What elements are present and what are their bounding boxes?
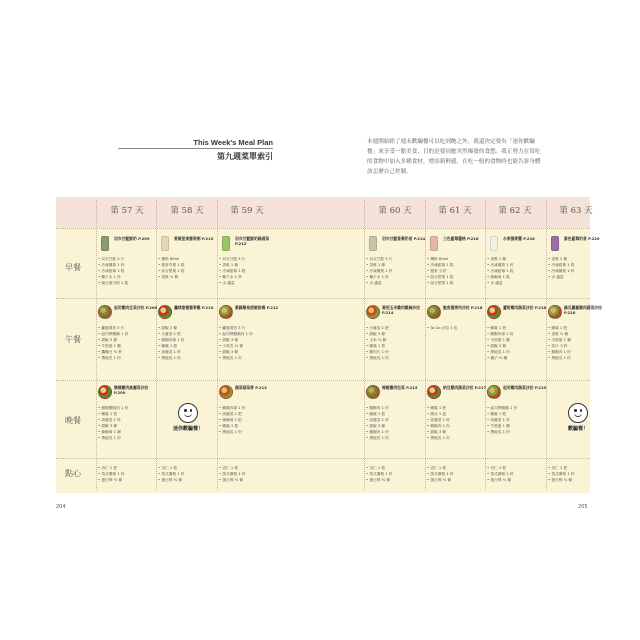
dish-photo — [219, 305, 233, 319]
ingredient-item: • 牛熟蛋 1 顆 — [98, 344, 121, 348]
ingredient-item: • 杏仁 1 把 — [548, 466, 568, 470]
dish-header — [427, 236, 487, 254]
ingredient-item: • 杏仁 1 把 — [98, 466, 118, 470]
ingredient-item: • 香蕉 ⅓ 條 — [158, 275, 179, 279]
meal-label: 點心 — [65, 469, 81, 478]
meal-label: 早餐 — [65, 263, 81, 272]
dish-title: 香蕉堅果藜麥粥 P.210 — [174, 236, 214, 241]
dish-header — [427, 385, 487, 403]
ingredient-item: • 杏仁 1 把 — [219, 466, 239, 470]
cheat-meal-label: 歡騙餐！ — [567, 426, 588, 432]
ingredient-item: • 雞胸肉 1 份 — [366, 430, 389, 434]
intro-paragraph: 本週開始除了週末歡騙餐可以吃到飽之外，我還決定要有「迷你歡騙餐」來享受一點美食，目的是要因應突然爆發的食慾。我正努力在常吃的食物中加入多種食材，增添新鮮感，在吃一般的食物時也能告訴身體該怎麼自己控制。 — [367, 139, 541, 175]
meal-cell — [158, 236, 218, 280]
dish-photo — [427, 385, 441, 399]
dish-photo — [487, 305, 501, 319]
title-rule — [118, 148, 273, 149]
ingredient-list — [219, 405, 279, 435]
smiley-face-icon — [568, 403, 588, 423]
dish-title: 綠瓜蘿蔓雞肉蔬菜沙拉 P.220 — [564, 305, 602, 315]
cheat-meal-smiley — [158, 403, 218, 432]
dish-title: 辣椒雞肉包菜 P.215 — [382, 385, 418, 390]
day-header: 第 63 天 — [559, 206, 593, 216]
ingredient-list — [487, 325, 547, 361]
ingredient-list — [487, 465, 547, 483]
ingredient-item: • 燉燒雞胸肉 1 份 — [98, 406, 129, 410]
ingredient-item: • 蒜片 少許 — [548, 344, 568, 348]
dish-header — [487, 305, 547, 323]
dish-photo — [427, 305, 441, 319]
ingredient-item: • 蒸式優格 1 杯 — [487, 472, 514, 476]
dish-title: 燉燒雞肉高麗菜沙拉 P.209 — [114, 385, 149, 395]
ingredient-item: • 綜合堅果 1 匙 — [158, 269, 185, 273]
ingredient-item: • 嫩葉 1 把 — [98, 412, 118, 416]
ingredient-item: • 甜椒 3 條 — [219, 338, 239, 342]
meal-cell — [98, 463, 158, 483]
ingredient-item: • 雞胸肉 1 份 — [427, 424, 450, 428]
ingredient-list — [98, 325, 158, 361]
dish-photo — [158, 305, 172, 319]
ingredient-item: • 冷凍藍莓 1 匙 — [487, 269, 514, 273]
dish-header — [548, 236, 608, 254]
ingredient-item: • 高麗菜 1 把 — [219, 412, 242, 416]
meal-cell — [366, 463, 426, 483]
meal-cell — [98, 385, 158, 441]
ingredient-list — [427, 405, 487, 441]
day-header: 第 59 天 — [230, 206, 264, 216]
ingredient-item: • 優格 80ml — [158, 257, 180, 261]
ingredient-item: • 蛋白棒 ⅓ 條 — [487, 478, 512, 482]
row-divider — [56, 380, 590, 381]
ingredient-item: • 嫩葉 1 把 — [487, 412, 507, 416]
ingredient-item: • 高麗菜 1 杯 — [158, 350, 181, 354]
dish-photo — [548, 305, 562, 319]
ingredient-item: • 玉米 ⅓ 條 — [366, 338, 387, 342]
meal-cell — [158, 305, 218, 361]
ingredient-item: • 小番茄 1 把 — [366, 326, 389, 330]
cheat-meal-label: 迷你歡騙餐！ — [172, 426, 203, 432]
ingredient-item: • 椰子水 1 杯 — [366, 275, 389, 279]
dish-title: 三色藍莓優格 P.216 — [443, 236, 479, 241]
dish-title: 起司雞肉豆菜沙拉 P.206 — [114, 305, 158, 310]
ingredient-item: • 高麗菜 1 杯 — [366, 418, 389, 422]
ingredient-list — [219, 325, 279, 361]
ingredient-item: • 水 適量 — [548, 275, 564, 279]
ingredient-item: • 藜麥 少許 — [427, 269, 447, 273]
meal-label: 午餐 — [65, 335, 81, 344]
ingredient-item: • 嫩葉 1 把 — [427, 406, 447, 410]
plan-title-en: This Week's Meal Plan — [193, 138, 273, 147]
dish-title: 羽衣甘藍香蕉奶昔 P.214 — [382, 236, 426, 241]
ingredient-item: • 黑地瓜 1 份 — [219, 356, 242, 360]
dish-photo — [98, 305, 112, 319]
ingredient-item: • 雞胸肉球 1 份 — [219, 406, 246, 410]
ingredient-item: • 冷凍藍莓 1 匙 — [98, 269, 125, 273]
dish-header — [219, 305, 279, 323]
ingredient-list — [427, 256, 487, 286]
ingredient-item: • 高麗菜 1 杯 — [427, 418, 450, 422]
meal-cell — [487, 463, 547, 483]
column-divider — [96, 200, 97, 490]
ingredient-item: • 蛋白棒 ⅓ 條 — [548, 478, 573, 482]
ingredient-item: • 蛋白棒 ⅓ 條 — [98, 478, 123, 482]
dish-title: 番茄玉米雞肉雞胸沙拉 P.214 — [382, 305, 420, 315]
ingredient-item: • 嫩葉 1 把 — [487, 326, 507, 330]
plan-title-zh: 第九週菜單索引 — [217, 152, 273, 161]
ingredient-item: • 藜麥早餐 1 匙 — [158, 263, 185, 267]
ingredient-item: • 甜椒 3 條 — [98, 338, 118, 342]
dish-header — [158, 305, 218, 323]
ingredient-list — [98, 465, 158, 483]
ingredient-item: • 納豆 1 盒 — [427, 412, 447, 416]
ingredient-item: • 綠葡萄 1 顆 — [98, 430, 121, 434]
ingredient-item: • 雞肉片 1 份 — [366, 350, 389, 354]
dish-title: 鮭魚藜麥肉沙拉 P.216 — [443, 305, 483, 310]
ingredient-list — [427, 465, 487, 483]
ingredient-item: • 黑地瓜 1 份 — [98, 436, 121, 440]
ingredient-item: • 甜椒 3 條 — [366, 424, 386, 428]
ingredient-item: • 甜椒 3 條 — [366, 332, 386, 336]
ingredient-item: • 黑地瓜 1 份 — [487, 350, 510, 354]
meal-cell — [366, 305, 426, 361]
ingredient-item: • 小番茄 1 把 — [158, 332, 181, 336]
ingredient-item: • 水 適量 — [219, 281, 235, 285]
smiley-face-icon — [178, 403, 198, 423]
dish-photo — [369, 236, 377, 251]
meal-cell — [487, 236, 547, 286]
dish-header — [98, 236, 158, 254]
ingredient-item: • 羽衣甘藍 5 片 — [219, 257, 246, 261]
ingredient-item: • 香蕉 1 條 — [219, 263, 239, 267]
dish-header — [366, 385, 426, 403]
dish-title: 水果藜麥露 P.218 — [503, 236, 535, 241]
meal-cell — [219, 305, 279, 361]
ingredient-item: • 小黃瓜 ⅓ 條 — [219, 344, 244, 348]
dish-title: 羽衣甘藍鮮奶綠蔬菜 P.212 — [235, 236, 270, 246]
day-header: 第 57 天 — [110, 206, 144, 216]
dish-photo — [551, 236, 559, 251]
ingredient-item: • 橘子 ⅓ 顆 — [487, 356, 508, 360]
ingredient-item: • 雞胸肉球 1 份 — [487, 332, 514, 336]
ingredient-item: • 黑地瓜 1 份 — [487, 430, 510, 434]
day-header: 第 62 天 — [498, 206, 532, 216]
ingredient-item: • 嫩葉 1 把 — [548, 326, 568, 330]
ingredient-item: • 嫩葉 1 把 — [219, 424, 239, 428]
dish-header — [219, 236, 279, 254]
ingredient-item: • 黑地瓜 1 份 — [427, 436, 450, 440]
dish-header — [548, 305, 608, 323]
meal-cell — [427, 305, 487, 331]
smiley-mouth — [184, 412, 192, 417]
ingredient-item: • 蒸式優格 1 杯 — [98, 472, 125, 476]
ingredient-list — [158, 465, 218, 483]
dish-photo — [366, 305, 380, 319]
dish-photo — [98, 385, 112, 399]
ingredient-item: • 半熟蛋 1 顆 — [487, 338, 510, 342]
day-header: 第 58 天 — [170, 206, 204, 216]
dish-title: 納豆雞肉蔬菜沙拉 P.217 — [443, 385, 487, 390]
meal-cell — [98, 236, 158, 286]
ingredient-item: • 半熟蛋 1 顆 — [548, 338, 571, 342]
ingredient-item: • 蛋白棒 ⅓ 條 — [427, 478, 452, 482]
ingredient-item: • 香蕉 ⅓ 條 — [548, 332, 569, 336]
ingredient-list — [427, 325, 487, 331]
ingredient-item: • 蒸式優格 1 杯 — [548, 472, 575, 476]
ingredient-item: • 冷凍鳳梨 1 杯 — [548, 269, 575, 273]
dish-header — [487, 236, 547, 254]
meal-cell — [366, 385, 426, 441]
ingredient-item: • 蛋白棒 ⅓ 條 — [158, 478, 183, 482]
ingredient-item: • 香蕉 1 條 — [548, 257, 568, 261]
ingredient-item: • 綠葡萄 1 把 — [219, 418, 242, 422]
dish-title: 鷹球甜椒藜麥雞 P.210 — [174, 305, 214, 310]
ingredient-item: • 嫩葉 1 把 — [158, 344, 178, 348]
ingredient-item: • 起司烤雞胸肉 1 份 — [219, 332, 253, 336]
row-divider — [56, 458, 590, 459]
meal-cell — [98, 305, 158, 361]
dish-title: 羽衣甘藍鮮奶 P.209 — [114, 236, 150, 241]
ingredient-item: • 黑地瓜 1 份 — [366, 356, 389, 360]
ingredient-item: • 蛋白棒 ⅓ 條 — [366, 478, 391, 482]
ingredient-list — [219, 465, 279, 483]
ingredient-item: • 雞胸肉球 1 份 — [158, 338, 185, 342]
ingredient-item: • 起司烤雞胸 1 份 — [98, 332, 129, 336]
ingredient-list — [98, 405, 158, 441]
dish-photo — [222, 236, 230, 251]
meal-cell — [219, 463, 279, 483]
ingredient-item: • 冷凍藍莓 1 匙 — [548, 263, 575, 267]
ingredient-item: • 甜椒 3 條 — [219, 350, 239, 354]
dish-header — [487, 385, 547, 403]
ingredient-item: • 杏仁 1 把 — [487, 466, 507, 470]
ingredient-item: • 綜合堅果 1 匙 — [427, 281, 454, 285]
dish-header — [219, 385, 279, 403]
ingredient-list — [98, 256, 158, 286]
ingredient-item: • 黑地瓜 1 份 — [98, 356, 121, 360]
cheat-meal-smiley — [548, 403, 608, 432]
ingredient-item: • 嫩葉 1 把 — [366, 344, 386, 348]
meal-cell — [427, 385, 487, 441]
meal-cell — [219, 385, 279, 435]
ingredient-item: • 香蕉 1 條 — [366, 263, 386, 267]
dish-title: 起司雞肉蔬菜沙拉 P.219 — [503, 385, 547, 390]
meal-label: 晚餐 — [65, 416, 81, 425]
meal-cell — [427, 236, 487, 286]
dish-photo — [101, 236, 109, 251]
day-header: 第 60 天 — [378, 206, 412, 216]
ingredient-item: • To Go 沙拉 1 包 — [427, 326, 458, 330]
ingredient-item: • 杏仁 1 把 — [158, 466, 178, 470]
ingredient-item: • 水 適量 — [366, 281, 382, 285]
ingredient-list — [548, 325, 608, 361]
ingredient-item: • 冷凍藍莓 1 匙 — [427, 263, 454, 267]
ingredient-item: • 蛋白棒 ⅓ 條 — [219, 478, 244, 482]
dish-header — [98, 305, 158, 323]
meal-cell — [548, 463, 608, 483]
meal-cell — [158, 463, 218, 483]
ingredient-item: • 水 適量 — [487, 281, 503, 285]
dish-photo — [487, 385, 501, 399]
ingredient-item: • 蒸式優格 1 杯 — [158, 472, 185, 476]
ingredient-list — [487, 256, 547, 286]
ingredient-item: • 鷹嘴豆 ⅓ 杯 — [98, 350, 123, 354]
ingredient-item: • 椰子水 1 杯 — [219, 275, 242, 279]
column-divider — [364, 200, 365, 490]
ingredient-item: • 綜合堅果 1 匙 — [427, 275, 454, 279]
day-header: 第 61 天 — [438, 206, 472, 216]
ingredient-item: • 起司烤雞胸 1 份 — [487, 406, 518, 410]
dish-header — [98, 385, 158, 403]
ingredient-item: • 雞胸肉 1 份 — [548, 350, 571, 354]
row-divider — [56, 298, 590, 299]
ingredient-item: • 冷凍鳳梨 1 杯 — [487, 263, 514, 267]
ingredient-item: • 蘿蔓萵苣 5 片 — [98, 326, 125, 330]
ingredient-item: • 甜椒 2 條 — [158, 326, 178, 330]
ingredient-item: • 甜椒 3 條 — [487, 344, 507, 348]
ingredient-list — [366, 325, 426, 361]
ingredient-item: • 黑地瓜 1 份 — [158, 356, 181, 360]
ingredient-item: • 嫩葉 1 把 — [366, 412, 386, 416]
smiley-mouth — [574, 412, 582, 417]
ingredient-item: • 雞胸肉 1 份 — [366, 406, 389, 410]
ingredient-item: • 甜椒 3 條 — [427, 430, 447, 434]
meal-cell — [427, 463, 487, 483]
meal-cell — [548, 236, 608, 280]
ingredient-item: • 杏仁 1 把 — [366, 466, 386, 470]
ingredient-item: • 黑地瓜 1 份 — [219, 430, 242, 434]
ingredient-list — [366, 465, 426, 483]
ingredient-item: • 蒸式優格 1 杯 — [427, 472, 454, 476]
ingredient-item: • 豌豆蛋白粉 1 匙 — [98, 281, 129, 285]
page-number-left: 204 — [56, 504, 66, 510]
ingredient-item: • 蘿蔓萵苣 5 片 — [219, 326, 246, 330]
ingredient-list — [366, 405, 426, 441]
ingredient-item: • 牛熟蛋 1 顆 — [487, 424, 510, 428]
ingredient-list — [158, 325, 218, 361]
dish-photo — [219, 385, 233, 399]
ingredient-item: • 蒸式優格 1 杯 — [219, 472, 246, 476]
meal-cell — [548, 305, 608, 361]
dish-photo — [490, 236, 498, 251]
ingredient-list — [366, 256, 426, 286]
ingredient-item: • 冷凍藍莓 1 匙 — [219, 269, 246, 273]
ingredient-item: • 香蕉 1 條 — [487, 257, 507, 261]
ingredient-item: • 羽衣甘藍 5 片 — [366, 257, 393, 261]
ingredient-item: • 高麗菜 1 杯 — [98, 418, 121, 422]
dish-title: 蔬菜蒜菜麥 P.213 — [235, 385, 267, 390]
meal-cell — [487, 305, 547, 361]
ingredient-item: • 綠葡萄 1 匙 — [487, 275, 510, 279]
ingredient-item: • 高麗菜 1 杯 — [487, 418, 510, 422]
ingredient-list — [219, 256, 279, 286]
dish-header — [366, 305, 426, 323]
meal-cell — [487, 385, 547, 435]
dish-photo — [430, 236, 438, 251]
dish-title: 紫色藍莓奶昔 P.220 — [564, 236, 600, 241]
ingredient-list — [158, 256, 218, 280]
meal-cell — [219, 236, 279, 286]
ingredient-item: • 黑地瓜 1 份 — [366, 436, 389, 440]
dish-photo — [161, 236, 169, 251]
ingredient-item: • 羽衣甘藍 5 片 — [98, 257, 125, 261]
ingredient-item: • 甜椒 3 條 — [98, 424, 118, 428]
ingredient-list — [548, 465, 608, 483]
dish-header — [366, 236, 426, 254]
dish-header — [427, 305, 487, 323]
ingredient-item: • 蒸式優格 1 杯 — [366, 472, 393, 476]
dish-photo — [366, 385, 380, 399]
ingredient-item: • 杏仁 1 把 — [427, 466, 447, 470]
page-number-right: 205 — [578, 504, 588, 510]
ingredient-item: • 優格 80ml — [427, 257, 449, 261]
dish-title: 蘆筍雞肉蔬菜沙拉 P.218 — [503, 305, 547, 310]
ingredient-item: • 黑地瓜 1 份 — [548, 356, 571, 360]
ingredient-item: • 椰子水 1 杯 — [98, 275, 121, 279]
ingredient-item: • 冷凍鳳梨 1 杯 — [366, 269, 393, 273]
ingredient-item: • 冷凍鳳梨 1 杯 — [98, 263, 125, 267]
row-divider — [56, 228, 590, 229]
ingredient-list — [487, 405, 547, 435]
dish-title: 紫蘇雞泉甜椒排餐 P.212 — [235, 305, 279, 310]
dish-header — [158, 236, 218, 254]
ingredient-list — [548, 256, 608, 280]
meal-cell — [366, 236, 426, 286]
